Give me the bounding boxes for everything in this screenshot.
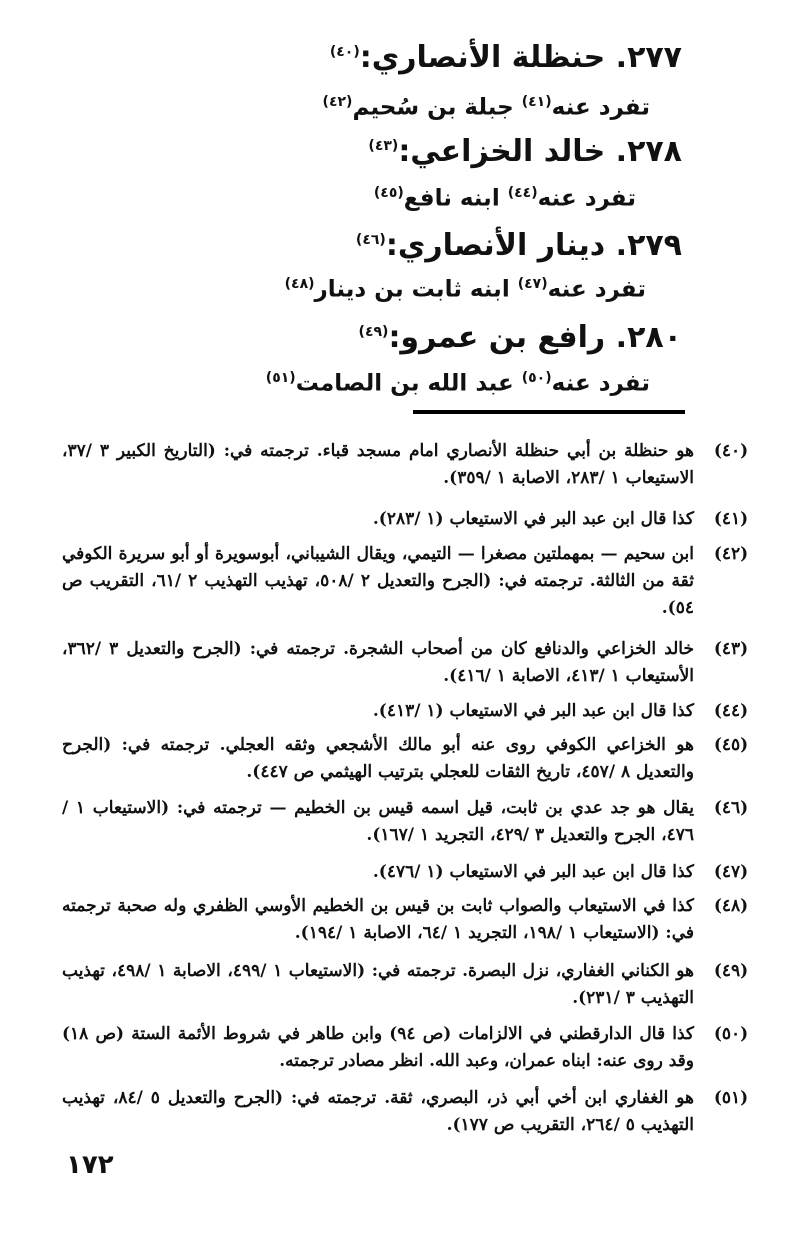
- footnote-text: كذا قال ابن عبد البر في الاستيعاب (١ /٤٧٦).: [372, 862, 694, 882]
- entry-heading: [330, 32, 682, 78]
- footnote: [62, 732, 749, 786]
- footnote-ref: (٤٢): [322, 94, 353, 110]
- footnote-number: (٤٩): [713, 961, 749, 981]
- footnote: [62, 541, 749, 622]
- footnote: [62, 636, 749, 690]
- footnote-ref: (٤٣): [368, 138, 399, 154]
- footnote-text: كذا في الاستيعاب والصواب ثابت بن قيس بن الخطيم الأوسي الظفري وله صحبة ترجمته في: (الاستيعاب ١ /١٩٨، التجريد ١ /٦٤، الاصابة ١ /١٩٤).: [62, 896, 694, 943]
- footnote-number: (٤٧): [713, 862, 749, 882]
- footnote: [62, 795, 749, 849]
- entry-line: [266, 362, 650, 400]
- footnote-ref: (٤٤): [507, 185, 538, 201]
- footnote-ref: (٤٧): [517, 276, 548, 292]
- footnote: [62, 893, 749, 947]
- entry-number: ٢٧٧.: [615, 40, 682, 75]
- entry-number: ٢٧٩.: [615, 228, 682, 263]
- entry-name: دينار الأنصاري:: [385, 228, 606, 263]
- footnote-number: (٤٣): [713, 639, 749, 659]
- entry-heading: [359, 312, 682, 358]
- footnote-number: (٤٦): [713, 798, 749, 818]
- footnote-text: ابن سحيم — بمهملتين مصغرا — التيمي، ويقال الشيباني، أبوسويرة أو أبو سريرة الكوفي ثقة من الثالثة. ترجمته في: (الجرح والتعديل ٢ /٥٠٨، تهذيب التهذيب ٢ /٦١، التقريب ص ٥٤).: [62, 544, 694, 618]
- entry-person: ابنه ثابت بن دينار: [314, 276, 510, 303]
- footnote-text: هو الخزاعي الكوفي روى عنه أبو مالك الأشجعي وثقه العجلي. ترجمته في: (الجرح والتعديل ٨ /٤٥٧، تاريخ الثقات للعجلي بترتيب الهيثمي ص ٤٤٧).: [62, 735, 694, 782]
- footnote: [62, 958, 749, 1012]
- entry-number: ٢٧٨.: [615, 134, 682, 169]
- footnote: [62, 698, 749, 725]
- footnote-number: (٥١): [713, 1088, 749, 1108]
- footnote-text: يقال هو جد عدي بن ثابت، قيل اسمه قيس بن الخطيم — ترجمته في: (الاستيعاب ١ /٤٧٦، الجرح والتعديل ٣ /٤٢٩، التجريد ١ /١٦٧).: [62, 798, 694, 845]
- footnote-number: (٤٤): [713, 701, 749, 721]
- entry-body-text: تفرد عنه: [551, 370, 650, 397]
- footnote-text: كذا قال الدارقطني في الالزامات (ص ٩٤) وابن طاهر في شروط الأئمة الستة (ص ١٨) وقد روى عنه: ابناه عمران، وعبد الله. انظر مصادر ترجمته.: [62, 1024, 695, 1071]
- footnote-number: (٥٠): [713, 1024, 749, 1044]
- footnote-ref: (٥١): [265, 370, 296, 386]
- footnote-ref: (٤٠): [329, 44, 360, 60]
- footnote-ref: (٤٨): [284, 276, 315, 292]
- entry-body-text: تفرد عنه: [547, 276, 646, 303]
- entry-line: [374, 177, 636, 215]
- footnote-ref: (٤١): [521, 94, 552, 110]
- footnote-text: هو الغفاري ابن أخي أبي ذر، البصري، ثقة. ترجمته في: (الجرح والتعديل ٥ /٨٤، تهذيب التهذيب ٥ /٢٦٤، التقريب ص ١٧٧).: [62, 1088, 694, 1135]
- entry-name: حنظلة الأنصاري:: [359, 40, 606, 75]
- footnote-text: كذا قال ابن عبد البر في الاستيعاب (١ /٢٨٣).: [372, 509, 694, 529]
- entry-name: خالد الخزاعي:: [398, 134, 606, 169]
- entry-line: [323, 86, 650, 124]
- footnote-number: (٤٥): [713, 735, 749, 755]
- footnote: [62, 506, 749, 533]
- footnote-number: (٤٨): [713, 896, 749, 916]
- footnote-ref: (٥٠): [521, 370, 552, 386]
- footnote-text: كذا قال ابن عبد البر في الاستيعاب (١ /٤١٣).: [372, 701, 694, 721]
- footnote-ref: (٤٥): [373, 185, 404, 201]
- footnote: [62, 1021, 749, 1075]
- footnote: [62, 1085, 749, 1139]
- entry-person: ابنه نافع: [403, 185, 500, 212]
- footnote-text: هو حنظلة بن أبي حنظلة الأنصاري امام مسجد قباء. ترجمته في: (التاريخ الكبير ٣ /٣٧، الاستيعاب ١ /٢٨٣، الاصابة ١ /٣٥٩).: [62, 441, 695, 488]
- entry-body-text: تفرد عنه: [551, 94, 650, 121]
- entry-person: عبد الله بن الصامت: [295, 370, 514, 397]
- footnote-separator-rule: [413, 410, 685, 414]
- footnote-number: (٤٢): [713, 544, 749, 564]
- footnote: [62, 859, 749, 886]
- entry-heading: [368, 126, 682, 172]
- footnote-ref: (٤٩): [358, 324, 389, 340]
- footnote-text: خالد الخزاعي والدنافع كان من أصحاب الشجرة. ترجمته في: (الجرح والتعديل ٣ /٣٦٢، الأستيعاب ١ /٤١٣، الاصابة ١ /٤١٦).: [62, 639, 694, 686]
- footnote: [62, 438, 749, 492]
- entry-number: ٢٨٠.: [615, 320, 682, 355]
- footnote-number: (٤٠): [713, 441, 749, 461]
- entry-line: [285, 268, 646, 306]
- entry-person: جبلة بن سُحيم: [352, 94, 514, 121]
- page-number: ١٧٢: [66, 1150, 114, 1180]
- entry-heading: [356, 220, 682, 266]
- footnote-text: هو الكناني الغفاري، نزل البصرة. ترجمته في: (الاستيعاب ١ /٤٩٩، الاصابة ١ /٤٩٨، تهذيب التهذيب ٣ /٢٣١).: [62, 961, 695, 1008]
- footnote-number: (٤١): [713, 509, 749, 529]
- footnote-ref: (٤٦): [355, 232, 386, 248]
- entry-body-text: تفرد عنه: [537, 185, 636, 212]
- entry-name: رافع بن عمرو:: [388, 320, 606, 355]
